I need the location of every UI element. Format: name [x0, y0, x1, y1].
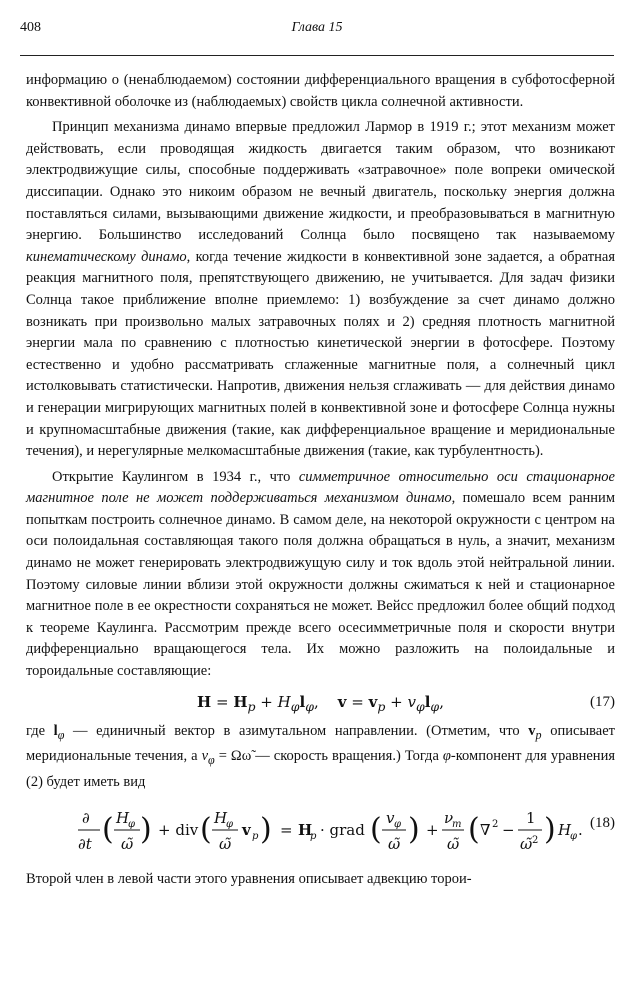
svg-text:ν: ν	[444, 809, 454, 828]
svg-text:m: m	[452, 819, 462, 831]
equation-18-formula	[76, 803, 596, 859]
svg-text:): )	[544, 812, 556, 848]
svg-text:H: H	[558, 821, 572, 840]
svg-text:∂t: ∂t	[78, 835, 92, 854]
svg-text:ω̃: ω̃	[219, 835, 232, 854]
svg-text:ω̃: ω̃	[388, 835, 401, 854]
svg-text:2: 2	[492, 819, 499, 831]
svg-text:(: (	[370, 812, 382, 848]
svg-text:∂: ∂	[82, 809, 90, 828]
svg-text:(: (	[468, 812, 480, 848]
equation-17-formula: $H = H_p + H_\varphi l_\varphi$, $v = v_p + v_\varphi l_\varphi$,	[197, 692, 444, 714]
svg-text:H: H	[116, 809, 130, 828]
page-number: 408	[20, 20, 41, 35]
emphasis-kinematic-dynamo: кинематическому динамо	[26, 248, 187, 265]
svg-text:φ: φ	[128, 819, 136, 831]
svg-text:2: 2	[532, 835, 539, 847]
svg-text:H: H	[214, 809, 228, 828]
paragraph-5: Второй член в левой части этого уравнения описывает адвекцию торои-	[26, 871, 472, 888]
svg-text:p: p	[252, 831, 259, 843]
svg-text:ω̃: ω̃	[447, 835, 460, 854]
svg-text:p: p	[310, 831, 317, 843]
svg-text:1: 1	[526, 809, 536, 828]
svg-text:(: (	[102, 812, 114, 848]
header-rule	[20, 55, 614, 56]
svg-text:φ: φ	[394, 819, 402, 831]
svg-text:∇: ∇	[480, 821, 491, 840]
svg-text:+ div: + div	[158, 821, 199, 840]
svg-text:ω̃: ω̃	[121, 835, 134, 854]
body-text	[26, 70, 615, 891]
svg-text:φ: φ	[570, 831, 578, 843]
svg-text:· grad: · grad	[320, 821, 365, 840]
paragraph-4: где $l_\varphi$ — единичный вектор в азимутальном направлении. (Отметим, что $v_p$ описывает меридиональные течения, а $v_\varphi$ = Ωω̃ — скорость вращения.) Тогда φ-компонент для уравнения (2) будет иметь вид	[26, 722, 616, 790]
svg-text:): )	[260, 812, 272, 848]
svg-text:.: .	[578, 821, 583, 840]
svg-text:=: =	[280, 821, 293, 840]
equation-17-number: (17)	[590, 693, 615, 710]
equation-18	[26, 797, 615, 863]
svg-text:v: v	[386, 809, 395, 828]
svg-text:ω̃: ω̃	[520, 835, 533, 854]
svg-text:φ: φ	[226, 819, 234, 831]
svg-text:+: +	[426, 821, 439, 840]
svg-text:−: −	[502, 821, 515, 840]
svg-text:(: (	[200, 812, 212, 848]
svg-text:): )	[140, 812, 152, 848]
svg-text:H: H	[298, 821, 313, 840]
paragraph-1: информацию о (ненаблюдаемом) состоянии дифференциального вращения в субфотосферной конвективной оболочке из (наблюдаемых) свойств цикла солнечной активности.	[26, 72, 615, 110]
paragraph-3: Открытие Каулингом в 1934 г., что симметричное относительно оси стационарное магнитное поле не может поддерживаться механизмом динамо, помешало всем ранним попыткам построить солнечное динамо. В самом деле, на некоторой окружности с центром на оси полоидальная составляющая такого поля должна обращаться в нуль, а значит, механизм динамо не может генерировать электродвижущую силу и ток вдоль этой нейтральной линии. Поэтому силовые линии вблизи этой окружности должны сжиматься к ней и стационарное магнитное поле в ее окрестности сохраняться не может. Вейсс предложил более общий подход к теореме Каулинга. Рассмотрим прежде всего осесимметричные поля и скорости внутри дифференциально вращающегося тела. Их можно разложить на полоидальные и тороидальные составляющие:	[26, 468, 615, 680]
svg-text:v: v	[242, 821, 251, 840]
svg-text:): )	[408, 812, 420, 848]
equation-17	[26, 685, 615, 719]
emphasis-cowling-theorem: симметричное относительно оси стационарное магнитное поле не может поддерживаться механизмом динамо	[26, 468, 615, 507]
paragraph-2: Принцип механизма динамо впервые предложил Лармор в 1919 г.; этот механизм может действовать, если проводящая жидкость двигается таким образом, что возникают электродвижущие силы, способные поддерживать «затравочное» поле вопреки омической диссипации. Однако это никоим образом не вечный двигатель, поскольку энергия должна поставляться силами, вызывающими движение жидкости, и преобразовываться в магнитную энергию. Большинство исследований Солнца было посвящено так называемому кинематическому динамо, когда течение жидкости в конвективной зоне задается, а обратная реакция магнитного поля, препятствующего движению, не учитывается. Для задач физики Солнца такое приближение вполне приемлемо: 1) возбуждение за счет динамо должно возникать при произвольно малых затравочных полях и 2) средняя плотность магнитной энергии мала по сравнению с плотностью кинетической энергии в фотосфере. Поэтому естественно и удобно рассматривать сглаженные магнитные поля, а солнечный цикл истолковывать статистически. Напротив, движения нельзя сглаживать — для действия динамо и генерации мигрирующих магнитных полей в конвективной зоне и фотосфере Солнца нужны и крупномасштабные движения (такие, как дифференциальное вращение и меридиональные течения), и нерегулярные мелкомасштабные движения (такие, как турбулентность).	[26, 119, 616, 460]
page-header	[20, 20, 614, 42]
equation-18-number: (18)	[590, 815, 615, 832]
chapter-title: Глава 15	[291, 20, 343, 35]
